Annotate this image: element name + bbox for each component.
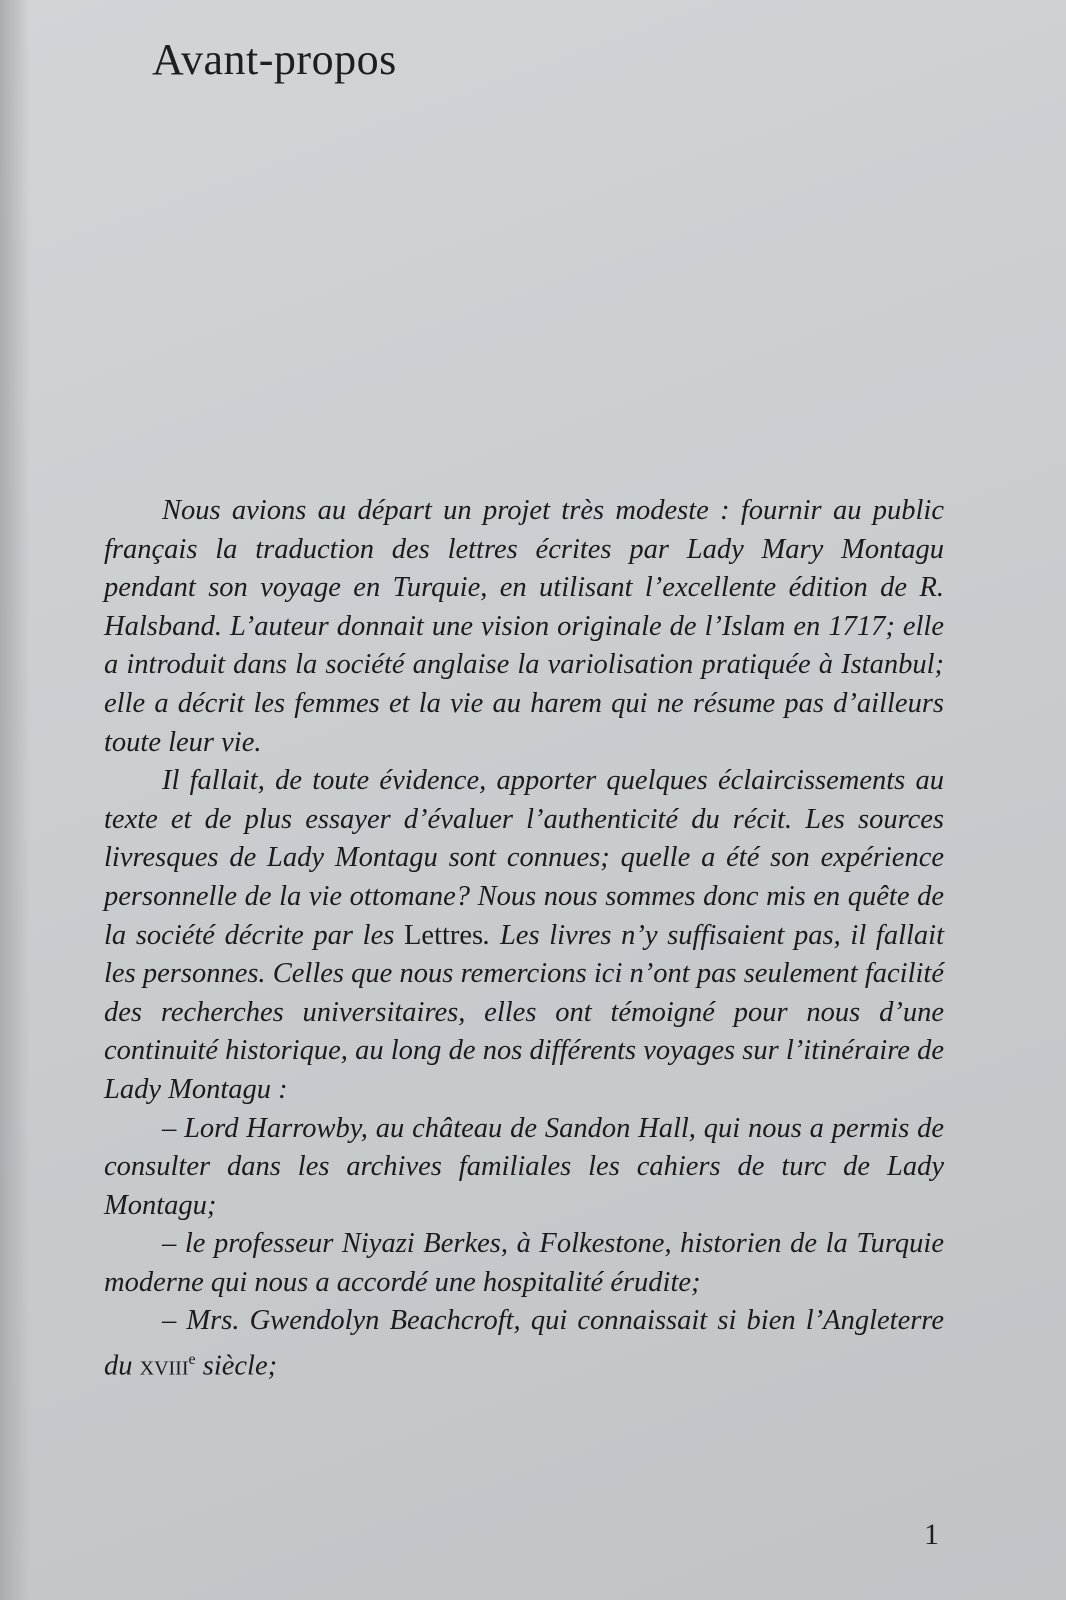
acknowledgement-beachcroft-text: – Mrs. Gwendolyn Beachcroft, qui connaissait si bien l’Angleterre du (104, 1305, 944, 1382)
century-numeral: xviii (139, 1350, 189, 1382)
acknowledgement-item-berkes: – le professeur Niyazi Berkes, à Folkestone, historien de la Turquie moderne qui nous a accordé une hospitalité érudite; (104, 1228, 944, 1298)
paragraph-intro: Nous avions au départ un projet très modeste : fournir au public français la traduction des lettres écrites par Lady Mary Montagu pendant son voyage en Turquie, en utilisant l’excellente édition de R. Halsband. L’auteur donnait une vision originale de l’Islam en 1717; elle a introduit dans la société anglaise la variolisation pratiquée à Istanbul; elle a décrit les femmes et la vie au harem qui ne résume pas d’ailleurs toute leur vie. (104, 495, 944, 758)
century-superscript: e (188, 1351, 196, 1369)
page-heading: Avant-propos (152, 35, 397, 84)
acknowledgement-item-harrowby: – Lord Harrowby, au château de Sandon Hall, qui nous a permis de consulter dans les archives familiales les cahiers de turc de Lady Montagu; (104, 1112, 944, 1221)
paragraph-context (104, 762, 944, 1109)
paragraph-context-text: Il fallait, de toute évidence, apporter quelques éclaircissements au texte et de plus essayer d’évaluer l’authenticité du récit. Les sources livresques de Lady Montagu sont connues; quelle a été son expérience personnelle de la vie ottomane? Nous nous sommes donc mis en quête de la société décrite par les (104, 765, 944, 951)
page-number: 1 (924, 1518, 939, 1551)
acknowledgement-item-beachcroft (104, 1302, 944, 1386)
paragraph-context-text-end: . Les livres n’y suffisaient pas, il fallait les personnes. Celles que nous remercions ici n’ont pas seulement facilité des recherches universitaires, elles ont témoigné pour nous d’une continuité historique, au long de nos différents voyages sur l’itinéraire de Lady Montagu : (104, 919, 945, 1105)
foreword-text (104, 492, 944, 1386)
page-gutter-shadow (0, 0, 30, 1600)
acknowledgement-beachcroft-end: siècle; (195, 1350, 278, 1382)
work-title-lettres: Lettres (404, 919, 484, 951)
